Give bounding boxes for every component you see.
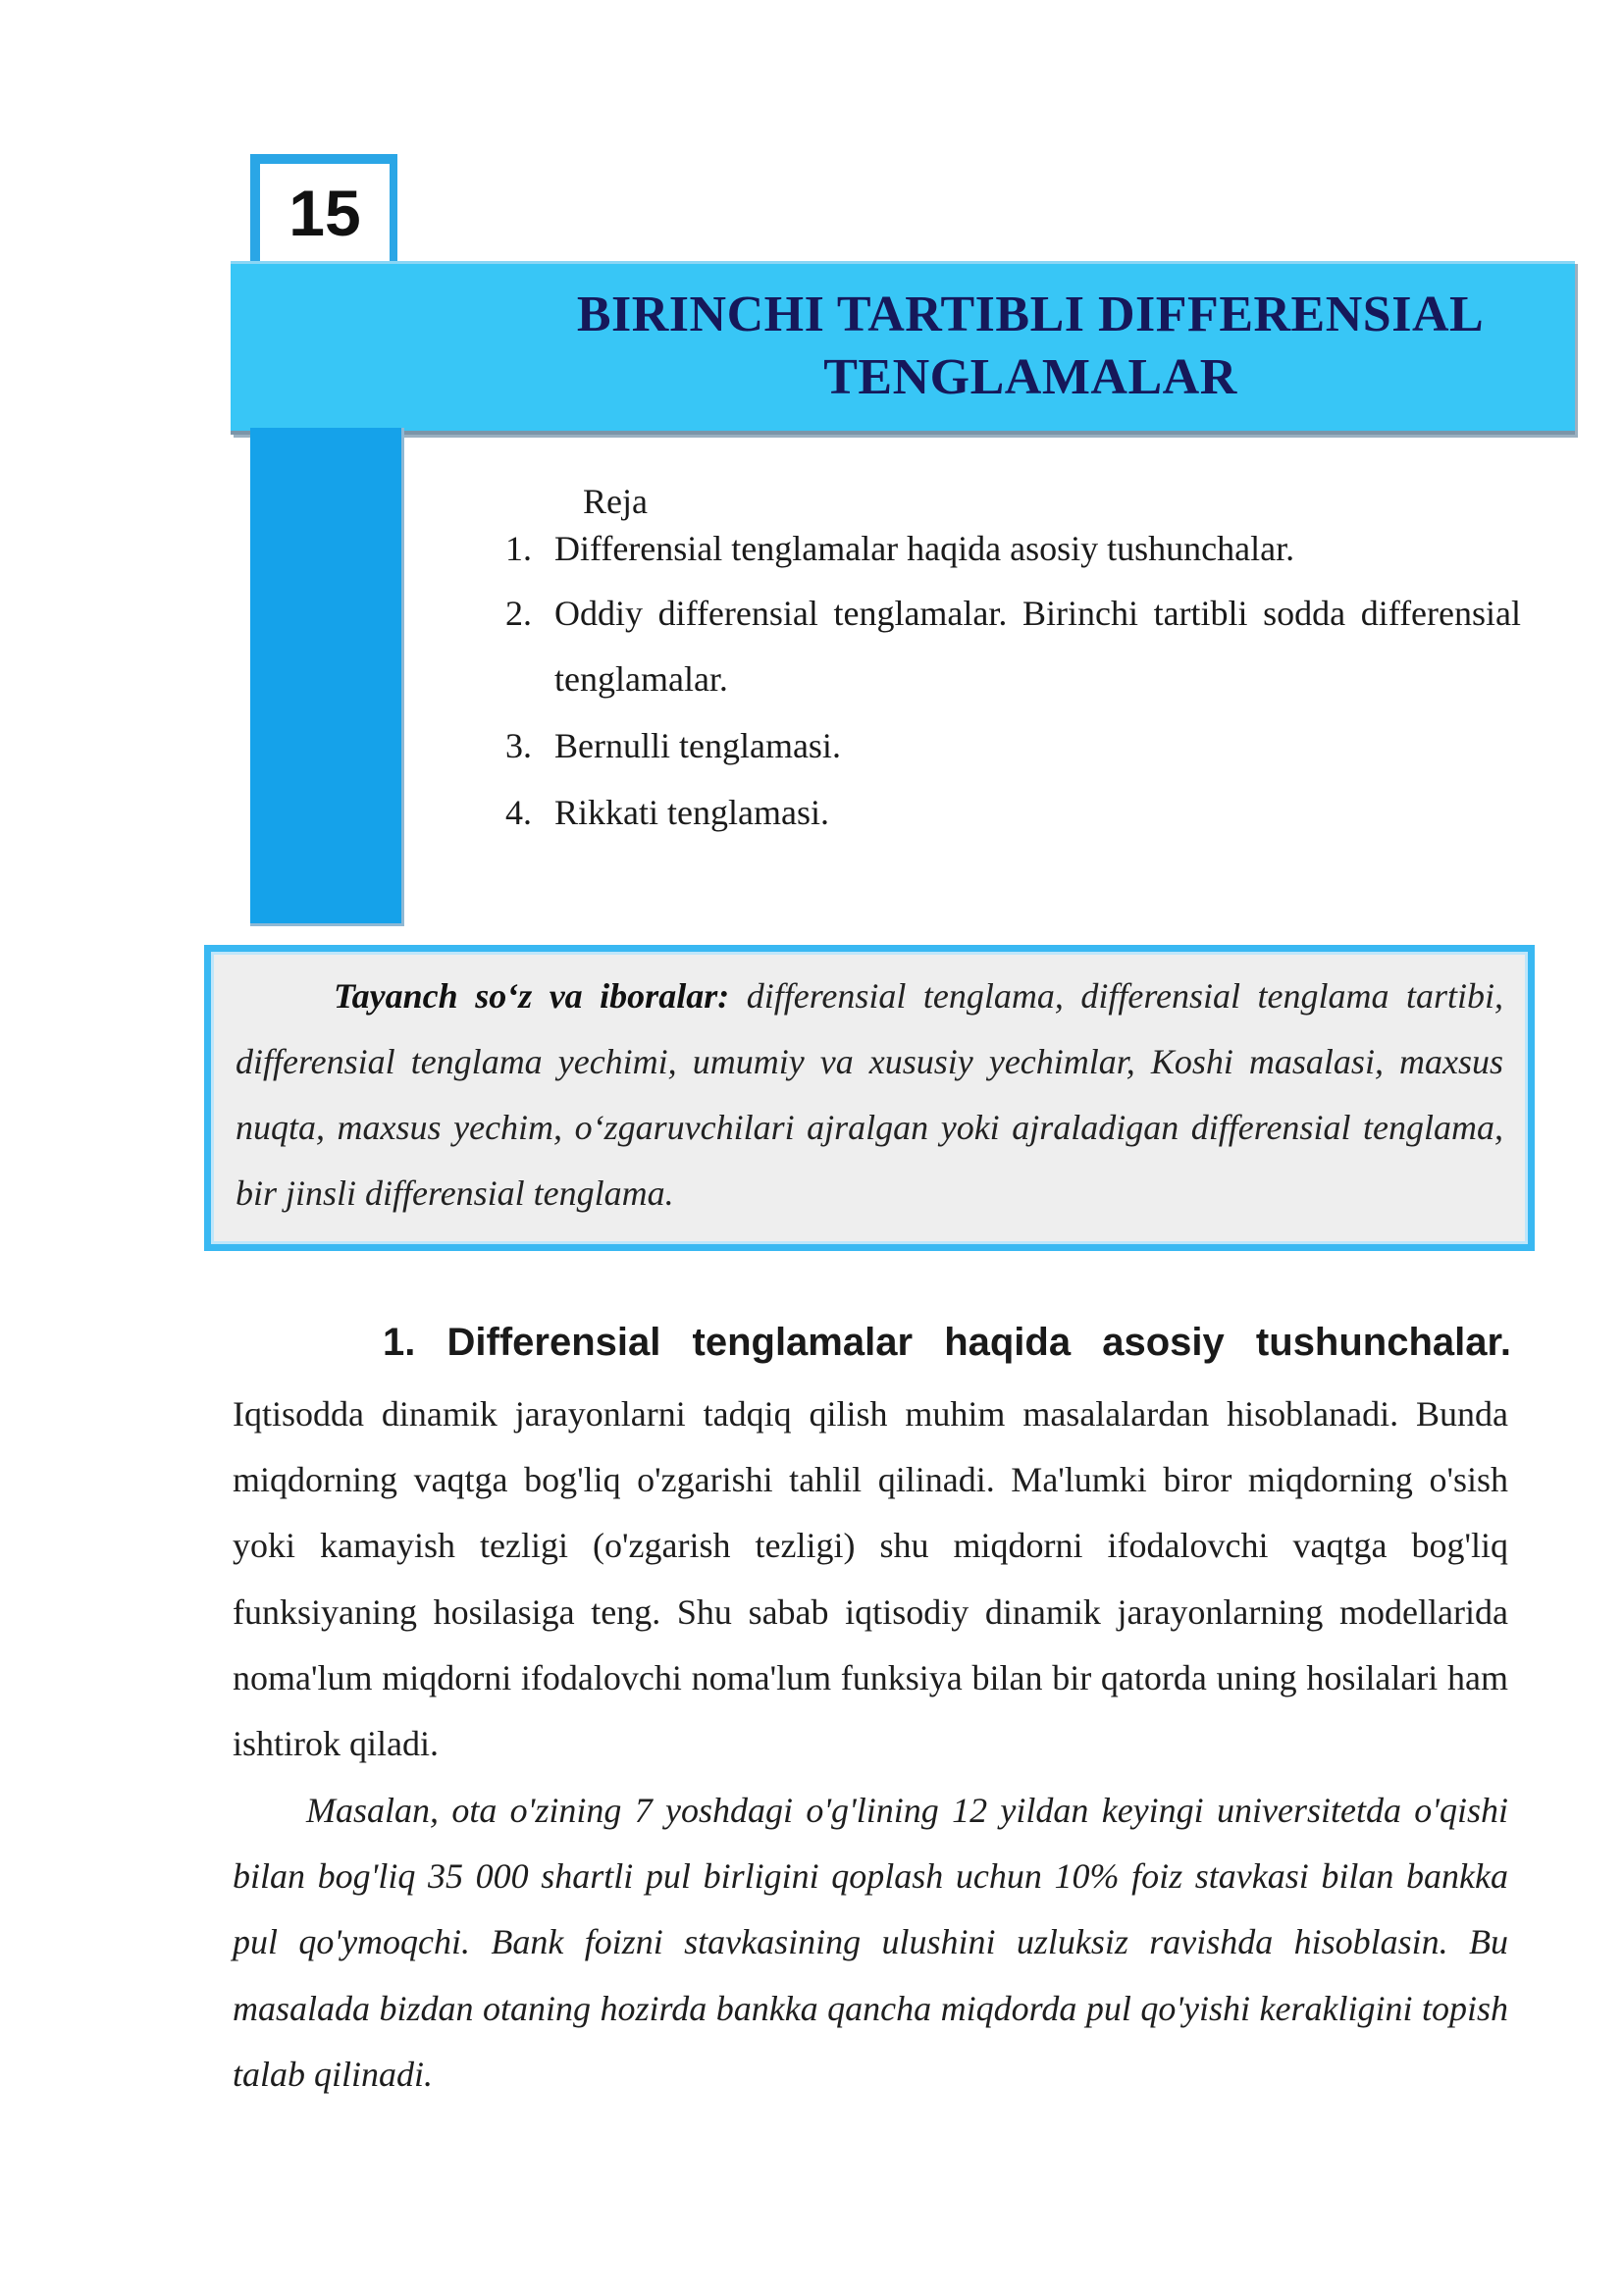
plan-item-text: Oddiy differensial tenglamalar. Birinchi tartibli sodda differensial tenglamalar. (554, 594, 1521, 699)
keywords-paragraph (236, 964, 1503, 1226)
plan-title: Reja (583, 482, 648, 521)
plan-item-number: 4. (505, 793, 532, 832)
chapter-number: 15 (260, 164, 390, 262)
keywords-list: differensial tenglama, differensial tenglama tartibi, differensial tenglama yechimi, umumiy va xususiy yechimlar, Koshi masalasi, maxsus nuqta, maxsus yechim, o‘zgaruvchilari ajralgan yoki ajraladigan differensial tenglama, bir jinsli differensial tenglama. (236, 976, 1504, 1213)
plan-item-number: 3. (505, 726, 532, 765)
plan-item (505, 713, 1521, 779)
keywords-box (204, 945, 1535, 1251)
plan-item-number: 2. (505, 594, 532, 633)
plan-item (505, 581, 1521, 712)
plan-item (505, 526, 1521, 571)
body-paragraph: Iqtisodda dinamik jarayonlarni tadqiq qilish muhim masalalardan hisoblanadi. Bunda miqdorning vaqtga bog'liq o'zgarishi tahlil qilinadi. Ma'lumki biror miqdorning o'sish yoki kamayish tezligi (o'zgarish tezligi) shu miqdorni ifodalovchi vaqtga bog'liq funksiyaning hosilasiga teng. Shu sabab iqtisodiy dinamik jarayonlarning modellarida noma'lum miqdorni ifodalovchi noma'lum funksiya bilan bir qatorda uning hosilalari ham ishtirok qiladi. (233, 1394, 1508, 1764)
decorative-side-bar (250, 428, 404, 926)
plan-item-text: Bernulli tenglamasi. (554, 726, 841, 765)
example-paragraph: Masalan, ota o'zining 7 yoshdagi o'g'lining 12 yildan keyingi universitetda o'qishi bilan bog'liq 35 000 shartli pul birligini qoplash uchun 10% foiz stavkasi bilan bankka pul qo'ymoqchi. Bank foizni stavkasining ulushini uzluksiz ravishda hisoblasin. Bu masalada bizdan otaning hozirda bankka qancha miqdorda pul qo'yishi kerakligini topish talab qilinadi. (233, 1791, 1508, 2094)
plan-item-text: Differensial tenglamalar haqida asosiy tushunchalar. (554, 529, 1295, 568)
chapter-title-line-1: BIRINCHI TARTIBLI DIFFERENSIAL (576, 287, 1485, 342)
chapter-title (486, 284, 1575, 409)
keywords-label: Tayanch so‘z va iboralar: (334, 976, 730, 1016)
plan-item-number: 1. (505, 529, 532, 568)
chapter-title-banner (231, 261, 1575, 435)
section-heading: 1. Differensial tenglamalar haqida asosiy tushunchalar. (383, 1321, 1511, 1364)
plan-item (505, 780, 1521, 846)
plan-item-text: Rikkati tenglamasi. (554, 793, 829, 832)
chapter-number-box (250, 154, 397, 262)
chapter-title-line-2: TENGLAMALAR (823, 349, 1237, 405)
